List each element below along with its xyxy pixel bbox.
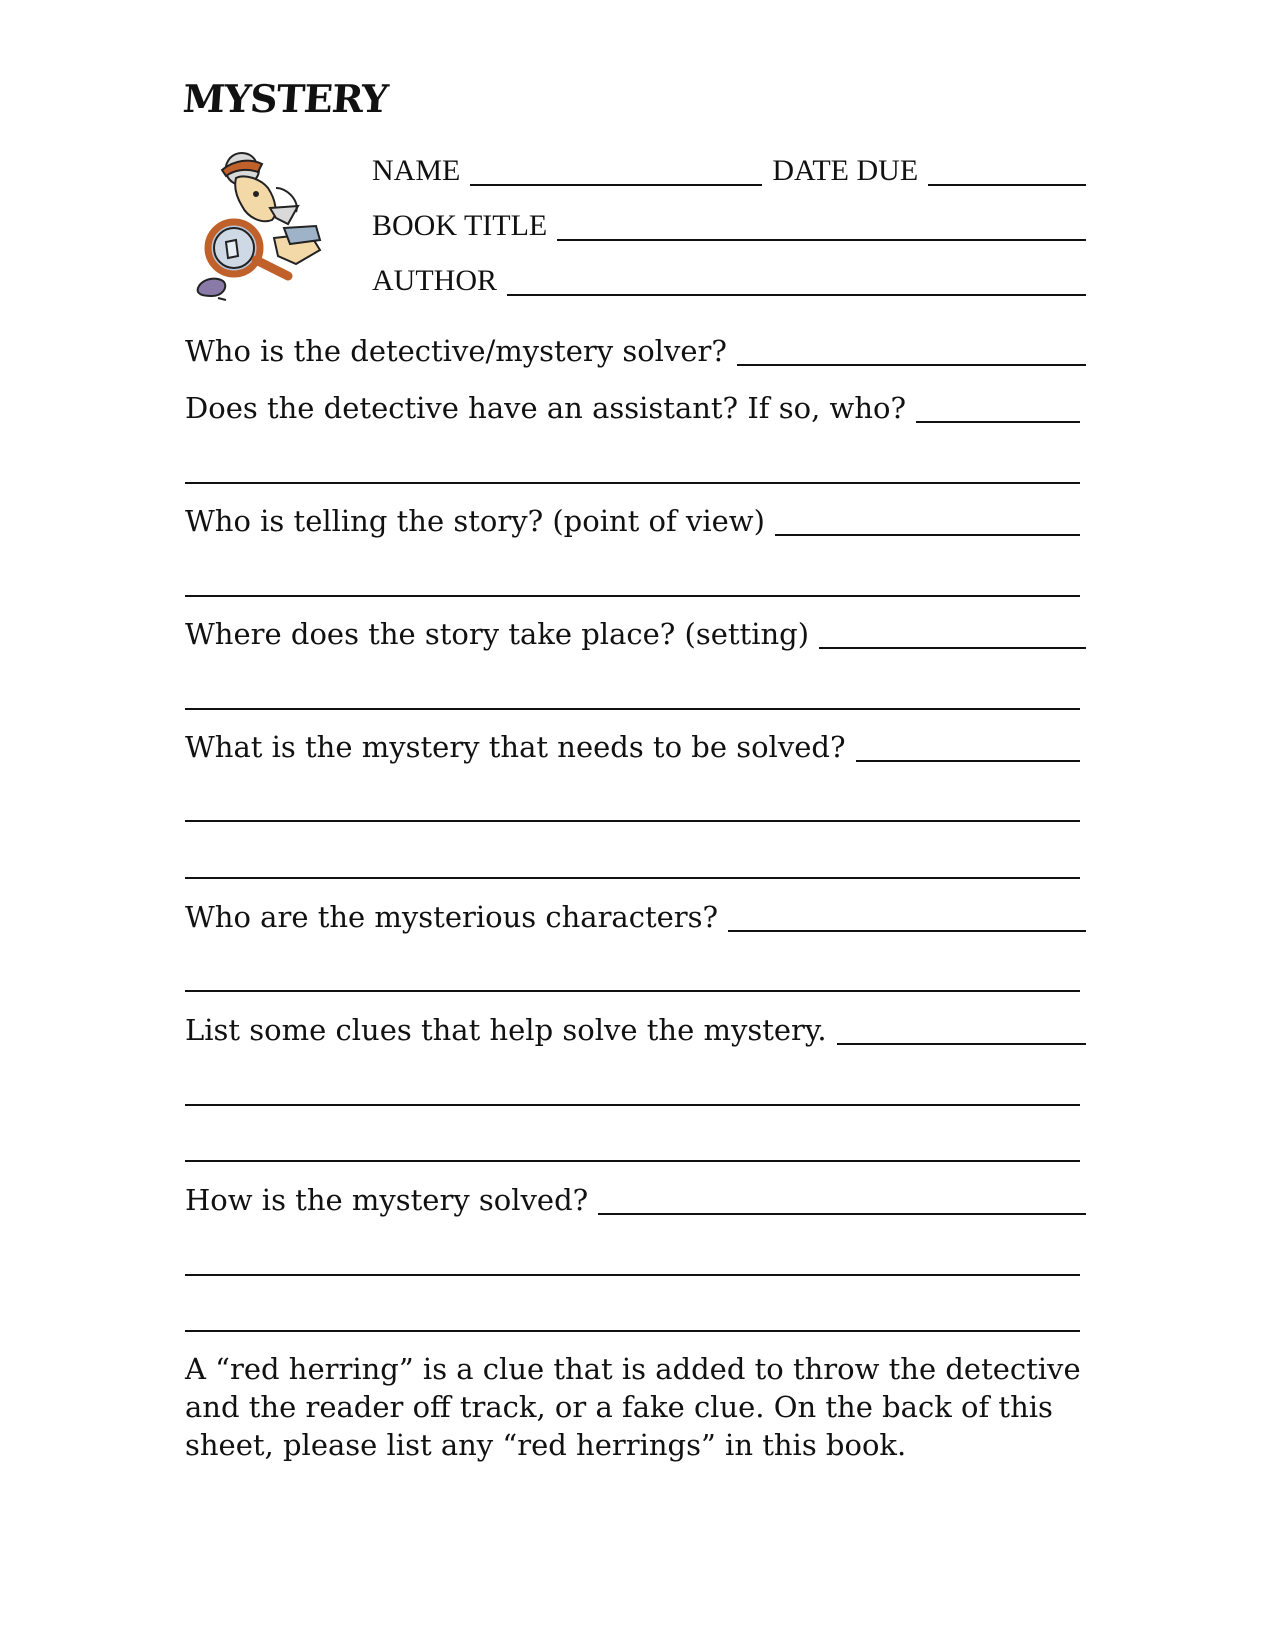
question-characters bbox=[185, 896, 1086, 936]
question-text: Who are the mysterious characters? bbox=[185, 900, 719, 934]
answer-line[interactable] bbox=[775, 534, 1080, 536]
header-row-book-title bbox=[372, 205, 1086, 245]
author-field[interactable] bbox=[507, 294, 1086, 296]
question-text: List some clues that help solve the mystery. bbox=[185, 1013, 827, 1047]
header-row-author bbox=[372, 260, 1086, 300]
answer-line[interactable] bbox=[185, 1330, 1080, 1332]
answer-line[interactable] bbox=[185, 595, 1080, 597]
question-mystery bbox=[185, 726, 1080, 766]
answer-line[interactable] bbox=[728, 930, 1086, 932]
question-text: Does the detective have an assistant? If so, who? bbox=[185, 391, 907, 425]
red-herring-note: A “red herring” is a clue that is added to throw the detective and the reader off track, or a fake clue. On the back of this sheet, please list any “red herrings” in this book. bbox=[185, 1352, 1081, 1462]
question-detective bbox=[185, 330, 1086, 370]
answer-line[interactable] bbox=[185, 708, 1080, 710]
answer-line[interactable] bbox=[185, 1274, 1080, 1276]
book-title-field[interactable] bbox=[557, 239, 1086, 241]
author-label: AUTHOR bbox=[372, 264, 497, 297]
header-row-name bbox=[372, 150, 1086, 190]
date-due-field[interactable] bbox=[928, 184, 1086, 186]
answer-line[interactable] bbox=[185, 877, 1080, 879]
worksheet-title: MYSTERY bbox=[181, 76, 390, 121]
answer-line[interactable] bbox=[185, 820, 1080, 822]
answer-line[interactable] bbox=[837, 1043, 1086, 1045]
detective-magnifier-icon bbox=[192, 148, 342, 310]
name-label: NAME bbox=[372, 154, 461, 187]
answer-line[interactable] bbox=[185, 482, 1080, 484]
answer-line[interactable] bbox=[598, 1213, 1086, 1215]
question-assistant bbox=[185, 387, 1080, 427]
answer-line[interactable] bbox=[185, 1160, 1080, 1162]
book-title-label: BOOK TITLE bbox=[372, 209, 548, 242]
question-point-of-view bbox=[185, 500, 1080, 540]
question-text: Who is the detective/mystery solver? bbox=[185, 334, 727, 368]
date-due-label: DATE DUE bbox=[772, 154, 919, 187]
answer-line[interactable] bbox=[916, 421, 1080, 423]
question-setting bbox=[185, 613, 1086, 653]
question-text: How is the mystery solved? bbox=[185, 1183, 589, 1217]
answer-line[interactable] bbox=[185, 990, 1080, 992]
name-field[interactable] bbox=[470, 184, 762, 186]
question-text: Who is telling the story? (point of view) bbox=[185, 504, 765, 538]
answer-line[interactable] bbox=[737, 364, 1086, 366]
question-text: Where does the story take place? (setting) bbox=[185, 617, 810, 651]
answer-line[interactable] bbox=[185, 1104, 1080, 1106]
question-clues bbox=[185, 1009, 1086, 1049]
question-solution bbox=[185, 1179, 1086, 1219]
answer-line[interactable] bbox=[856, 760, 1081, 762]
question-text: What is the mystery that needs to be solved? bbox=[185, 730, 846, 764]
answer-line[interactable] bbox=[819, 647, 1086, 649]
